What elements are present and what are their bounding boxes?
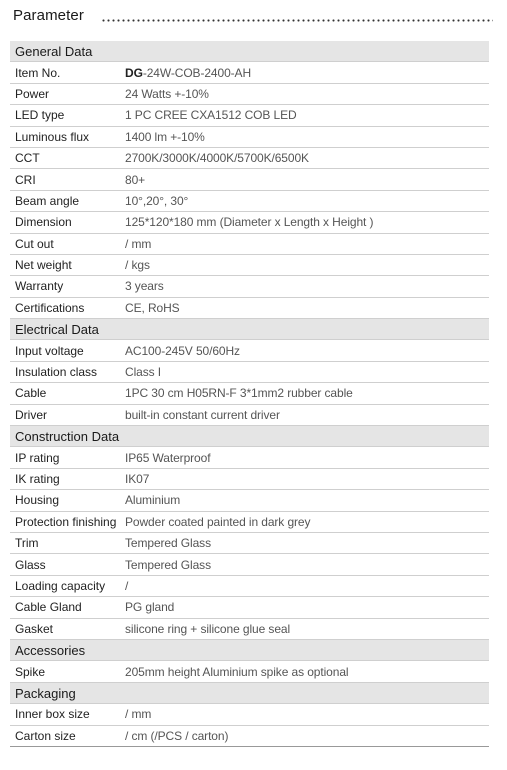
spec-row-led-type	[10, 105, 489, 126]
spec-value: 3 years	[125, 279, 164, 294]
spec-value: built-in constant current driver	[125, 407, 280, 422]
spec-row-cable-gland	[10, 597, 489, 618]
spec-value: IP65 Waterproof	[125, 450, 211, 465]
section-header-electrical-data: Electrical Data	[10, 319, 489, 340]
spec-label: Spike	[15, 664, 46, 679]
spec-value: 1400 lm +-10%	[125, 129, 205, 144]
spec-value	[125, 66, 251, 80]
spec-row-carton-size	[10, 726, 489, 747]
spec-value: 24 Watts +-10%	[125, 86, 209, 101]
spec-value: 80+	[125, 172, 146, 187]
spec-row-spike	[10, 661, 489, 682]
spec-value: / mm	[125, 236, 152, 251]
spec-row-dimension	[10, 212, 489, 233]
spec-value: CE, RoHS	[125, 300, 180, 315]
spec-label: Warranty	[15, 279, 64, 294]
spec-label: Inner box size	[15, 707, 90, 722]
spec-row-cut-out	[10, 234, 489, 255]
spec-row-power	[10, 84, 489, 105]
spec-label: Luminous flux	[15, 129, 90, 144]
spec-value: IK07	[125, 472, 150, 486]
spec-row-trim	[10, 533, 489, 554]
parameter-table	[10, 41, 489, 747]
spec-value-bold: DG	[125, 65, 143, 80]
spec-label: Insulation class	[15, 365, 98, 380]
spec-label: Item No.	[15, 65, 61, 80]
spec-label: Dimension	[15, 215, 72, 230]
section-header-general-data: General Data	[10, 41, 489, 62]
spec-row-driver	[10, 405, 489, 426]
dotted-leader	[101, 19, 493, 22]
spec-label: Net weight	[15, 258, 72, 273]
spec-label: Cut out	[15, 236, 54, 251]
spec-row-warranty	[10, 276, 489, 297]
spec-row-ik-rating	[10, 469, 489, 490]
section-header-accessories: Accessories	[10, 640, 489, 661]
spec-label: Trim	[15, 536, 39, 551]
spec-value: 1 PC CREE CXA1512 COB LED	[125, 108, 297, 123]
spec-row-gasket	[10, 619, 489, 640]
spec-row-loading-capacity	[10, 576, 489, 597]
section-header-packaging: Packaging	[10, 683, 489, 704]
spec-label: LED type	[15, 108, 65, 123]
spec-label: Power	[15, 86, 50, 101]
spec-row-cable	[10, 383, 489, 404]
spec-value: 10°,20°, 30°	[125, 193, 189, 208]
spec-row-cct	[10, 148, 489, 169]
spec-value: / cm (/PCS / carton)	[125, 728, 229, 743]
spec-value: AC100-245V 50/60Hz	[125, 343, 240, 358]
spec-value: 1PC 30 cm H05RN-F 3*1mm2 rubber cable	[125, 386, 353, 401]
spec-row-protection-finishing	[10, 512, 489, 533]
spec-value: / kgs	[125, 258, 150, 273]
spec-value-text: -24W-COB-2400-AH	[142, 65, 252, 80]
spec-label: Gasket	[15, 621, 54, 636]
spec-row-insulation-class	[10, 362, 489, 383]
page-header	[0, 0, 507, 40]
spec-label: IK rating	[15, 472, 60, 486]
spec-value: Tempered Glass	[125, 536, 211, 551]
spec-value: silicone ring + silicone glue seal	[125, 621, 291, 636]
spec-value: 125*120*180 mm (Diameter x Length x Height )	[125, 215, 374, 230]
spec-label: CRI	[15, 172, 36, 187]
spec-value: 205mm height Aluminium spike as optional	[125, 664, 349, 679]
spec-row-net-weight	[10, 255, 489, 276]
spec-row-cri	[10, 169, 489, 190]
spec-row-luminous-flux	[10, 127, 489, 148]
spec-label: Beam angle	[15, 193, 80, 208]
spec-row-inner-box-size	[10, 704, 489, 725]
spec-value: Class I	[125, 365, 161, 380]
spec-value: 2700K/3000K/4000K/5700K/6500K	[125, 151, 309, 166]
spec-label: Input voltage	[15, 343, 84, 358]
spec-label: Cable	[15, 386, 47, 401]
spec-label: Glass	[15, 557, 46, 572]
spec-row-input-voltage	[10, 340, 489, 361]
section-header-construction-data: Construction Data	[10, 426, 489, 447]
spec-row-item-no	[10, 62, 489, 83]
spec-label: Cable Gland	[15, 600, 82, 615]
spec-label: IP rating	[15, 450, 60, 465]
spec-label: Housing	[15, 493, 60, 508]
spec-row-housing	[10, 490, 489, 511]
spec-label: CCT	[15, 151, 40, 166]
spec-row-glass	[10, 554, 489, 575]
spec-value: / mm	[125, 707, 152, 722]
spec-label: Certifications	[15, 300, 85, 315]
spec-label: Protection finishing	[15, 514, 117, 529]
page-title: Parameter	[13, 7, 84, 24]
spec-value: Powder coated painted in dark grey	[125, 514, 311, 529]
spec-label: Carton size	[15, 728, 76, 743]
spec-value: /	[125, 578, 129, 593]
spec-label: Loading capacity	[15, 578, 106, 593]
spec-value: Tempered Glass	[125, 557, 211, 572]
spec-row-ip-rating	[10, 447, 489, 468]
spec-row-beam-angle	[10, 191, 489, 212]
spec-value: PG gland	[125, 600, 175, 615]
spec-row-certifications	[10, 298, 489, 319]
spec-label: Driver	[15, 407, 47, 422]
spec-value: Aluminium	[125, 493, 181, 508]
